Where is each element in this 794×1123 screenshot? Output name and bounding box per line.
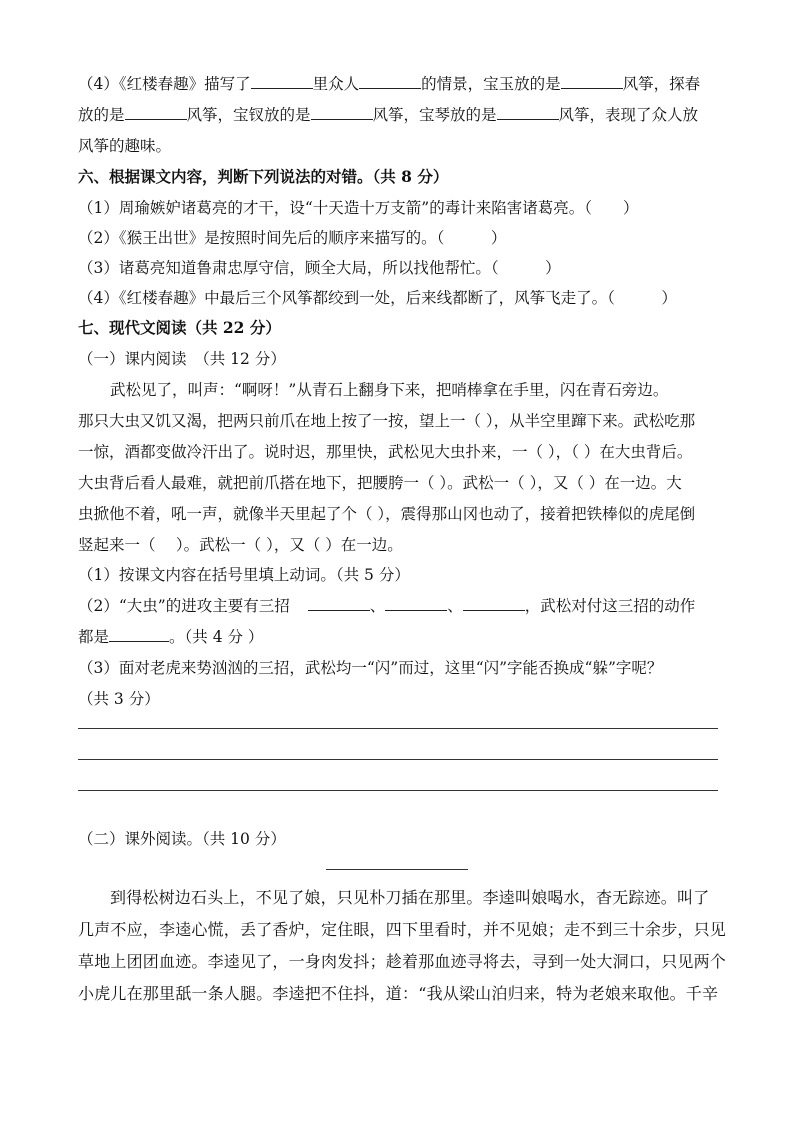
q4-text: 风筝，表现了众人放 — [558, 106, 699, 124]
answer-line[interactable] — [78, 715, 718, 729]
q4-text: 风筝，探春 — [622, 75, 701, 93]
exam-page — [78, 74, 727, 1016]
judge-item-2: （2）《猴王出世》是按照时间先后的顺序来描写的。（ ） — [78, 229, 507, 247]
judge-item-3: （3）诸葛亮知道鲁肃忠厚守信，顾全大局，所以找他帮忙。（ ） — [78, 259, 561, 277]
sub-question-3-score: （共 3 分） — [78, 690, 160, 708]
passage2-line-2: 几声不应，李逵心慌，丢了香炉，定住眼，四下里看时，并不见娘；走不到三十余步，只见 — [78, 920, 727, 939]
q4-text: 的情景，宝玉放的是 — [421, 75, 561, 93]
answer-line[interactable] — [78, 760, 718, 791]
part1-title: （一）课内阅读 （共 12 分） — [78, 350, 286, 368]
answer-blank[interactable] — [463, 596, 525, 611]
q2-text: ，武松对付这三招的动作 — [524, 597, 696, 615]
passage-line-6: 竖起来一（ ）。武松一（ ），又（ ）在一边。 — [78, 536, 403, 554]
q4-text: （4）《红楼春趣》描写了 — [78, 75, 251, 93]
judge-item-1: （1）周瑜嫉妒诸葛亮的才干，设“十天造十万支箭”的毒计来陷害诸葛亮。（ ） — [78, 199, 639, 217]
q4-text: 风筝，宝钗放的是 — [186, 106, 311, 124]
q4-line-3: 风筝的趣味。 — [78, 137, 172, 155]
q4-text: 里众人 — [312, 75, 360, 93]
q4-text: 风筝，宝琴放的是 — [372, 106, 497, 124]
passage-title-blank[interactable] — [326, 859, 468, 870]
passage2-line-4: 小虎儿在那里舐一条人腿。李逵把不住抖，道：“我从梁山泊归来，特为老娘来取他。千辛 — [78, 984, 719, 1003]
sub-question-3: （3）面对老虎来势汹汹的三招，武松均一“闪”而过，这里“闪”字能否换成“躲”字呢？ — [78, 659, 663, 677]
answer-blank[interactable] — [497, 105, 559, 120]
passage-line-2: 那只大虫又饥又渴，把两只前爪在地上按了一按，望上一（ ），从半空里蹿下来。武松吃那 — [78, 412, 696, 430]
passage-line-1: 武松见了，叫声：“啊呀！”从青石上翻身下来，把哨棒拿在手里，闪在青石旁边。 — [110, 381, 669, 399]
passage-line-4: 大虫背后看人最难，就把前爪搭在地下，把腰胯一（ ）。武松一（ ），又（ ）在一边。大 — [78, 474, 682, 492]
q2-text: 。（共 4 分 ） — [169, 628, 264, 646]
answer-blank[interactable] — [251, 74, 313, 89]
answer-line[interactable] — [78, 729, 718, 760]
section6-heading: 六、根据课文内容，判断下列说法的对错。（共 8 分） — [78, 167, 449, 186]
q4-line-2 — [78, 105, 718, 136]
answer-blank[interactable] — [125, 105, 187, 120]
answer-blank[interactable] — [311, 105, 373, 120]
passage-line-3: 一惊，酒都变做冷汗出了。说时迟，那里快，武松见大虫扑来，一（ ），（ ）在大虫背后。 — [78, 443, 693, 461]
part2-title: （二）课外阅读。（共 10 分） — [78, 830, 286, 848]
q4-line-1 — [78, 74, 718, 105]
sub-question-1: （1）按课文内容在括号里填上动词。（共 5 分） — [78, 566, 410, 584]
sub-question-2-line-1 — [78, 596, 718, 627]
q2-text: 都是 — [78, 628, 110, 646]
answer-blank[interactable] — [109, 627, 169, 642]
q2-text: 、 — [369, 597, 386, 615]
passage-line-5: 虫掀他不着，吼一声，就像半天里起了个（ ），震得那山冈也动了，接着把铁棒似的虎尾倒 — [78, 505, 696, 523]
judge-item-4: （4）《红楼春趣》中最后三个风筝都绞到一处，后来线都断了，风筝飞走了。（ ） — [78, 289, 677, 307]
q2-text: 、 — [447, 597, 463, 615]
q4-text: 放的是 — [78, 106, 125, 124]
passage2-line-3: 草地上团团血迹。李逵见了，一身肉发抖；趁着那血迹寻将去，寻到一处大洞口，只见两个 — [78, 952, 727, 971]
q2-text: （2）“大虫”的进攻主要有三招 — [78, 597, 290, 615]
section7-heading: 七、现代文阅读（共 22 分） — [78, 318, 281, 337]
answer-blank[interactable] — [359, 74, 421, 89]
sub-question-2-line-2 — [78, 627, 718, 658]
passage2-line-1: 到得松树边石头上，不见了娘，只见朴刀插在那里。李逵叫娘喝水，杳无踪迹。叫了 — [110, 888, 710, 907]
answer-blank[interactable] — [385, 596, 447, 611]
answer-blank[interactable] — [308, 596, 370, 611]
answer-blank[interactable] — [561, 74, 623, 89]
